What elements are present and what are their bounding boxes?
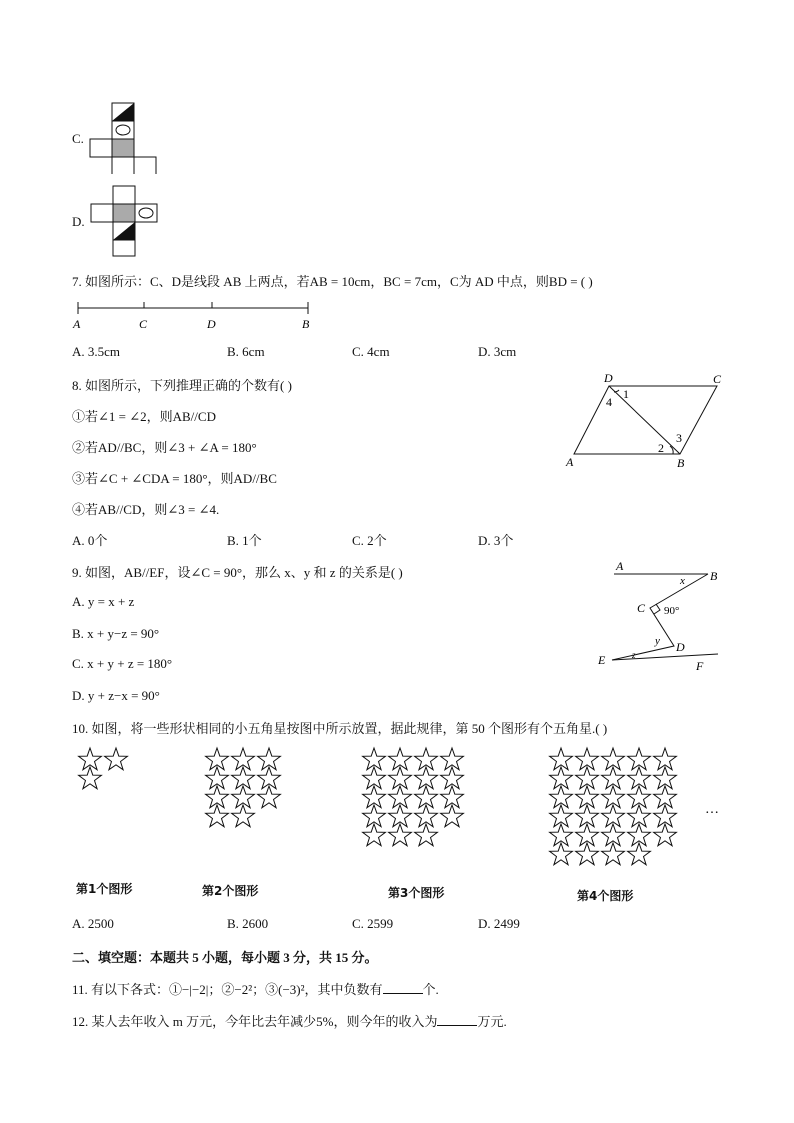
q8-statement-2: ②若AD//BC，则∠3 + ∠A = 180° xyxy=(72,440,257,455)
q11-text-before: 11. 有以下各式：①−|−2|；②−2²；③(−3)²，其中负数有 xyxy=(72,982,383,997)
q9-label-a: A xyxy=(616,559,624,573)
q8-option-a: A. 0个 xyxy=(72,533,108,548)
q12-text-after: 万元. xyxy=(477,1014,507,1029)
q9-label-c: C xyxy=(637,601,646,615)
q11-text-after: 个. xyxy=(422,982,439,997)
q8-parallelogram-figure xyxy=(562,370,732,474)
q7-option-c: C. 4cm xyxy=(352,344,390,359)
q9-label-y: y xyxy=(655,635,660,647)
q7-point-c: C xyxy=(139,317,148,331)
q8-angle-1: 1 xyxy=(623,387,629,401)
star-icon xyxy=(363,824,386,846)
q11-line xyxy=(72,979,439,998)
q12-answer-blank[interactable] xyxy=(437,1013,477,1026)
q6-option-c-label: C. xyxy=(72,131,84,146)
q9-angle-90: 90° xyxy=(664,605,680,617)
q9-option-c: C. x + y + z = 180° xyxy=(72,656,173,671)
q8-statement-4: ④若AB//CD，则∠3 = ∠4. xyxy=(72,502,220,517)
star-icon xyxy=(602,843,625,865)
q7-option-d: D. 3cm xyxy=(478,344,517,359)
q9-stem: 9. 如图，AB//EF，设∠C = 90°，那么 x、y 和 z 的关系是( ) xyxy=(72,565,403,580)
q10-stem: 10. 如图，将一些形状相同的小五角星按图中所示放置，据此规律，第 50 个图形有个五角星.( ) xyxy=(72,721,608,736)
q9-label-e: E xyxy=(598,653,606,667)
star-icons xyxy=(79,748,677,865)
q10-star-pattern-figure xyxy=(0,740,794,870)
star-icon xyxy=(79,767,102,789)
star-icon xyxy=(654,824,677,846)
q12-line xyxy=(72,1011,507,1030)
q10-option-a: A. 2500 xyxy=(72,916,114,931)
q7-point-b: B xyxy=(302,317,310,331)
q8-stem: 8. 如图所示，下列推理正确的个数有( ) xyxy=(72,378,292,393)
q9-label-z: z xyxy=(632,650,636,660)
star-icon xyxy=(105,748,128,770)
star-icon xyxy=(576,843,599,865)
star-icon xyxy=(441,805,464,827)
star-icon xyxy=(206,805,229,827)
q7-point-d: D xyxy=(207,317,216,331)
q8-label-a: A xyxy=(566,455,574,469)
q11-answer-blank[interactable] xyxy=(383,981,423,994)
star-icon xyxy=(258,786,281,808)
q9-label-f: F xyxy=(696,659,704,673)
q7-option-b: B. 6cm xyxy=(227,344,265,359)
q6-option-d-label: D. xyxy=(72,214,85,229)
q8-label-d: D xyxy=(604,371,613,385)
section-2-title: 二、填空题：本题共 5 小题，每小题 3 分，共 15 分。 xyxy=(72,950,378,965)
q6-net-c-figure xyxy=(88,102,158,174)
q9-option-a: A. y = x + z xyxy=(72,594,135,609)
q8-statement-1: ①若∠1 = ∠2，则AB//CD xyxy=(72,409,216,424)
star-icon xyxy=(628,843,651,865)
q8-angle-2: 2 xyxy=(658,441,664,455)
q7-segment-figure xyxy=(70,298,320,334)
star-icon xyxy=(415,824,438,846)
q10-figure-label-3: 第3个图形 xyxy=(388,886,445,900)
q8-angle-3: 3 xyxy=(676,431,682,445)
q10-figure-label-4: 第4个图形 xyxy=(577,889,634,903)
star-icon xyxy=(550,843,573,865)
q10-option-d: D. 2499 xyxy=(478,916,520,931)
q6-net-d-figure xyxy=(88,185,160,257)
q8-option-c: C. 2个 xyxy=(352,533,387,548)
q9-option-b: B. x + y−z = 90° xyxy=(72,626,160,641)
q7-stem: 7. 如图所示：C、D是线段 AB 上两点，若AB = 10cm，BC = 7cm，C为 AD 中点，则BD = ( ) xyxy=(72,274,593,289)
q9-label-d: D xyxy=(676,640,685,654)
q8-option-d: D. 3个 xyxy=(478,533,514,548)
q8-label-c: C xyxy=(713,372,722,386)
q7-point-a: A xyxy=(73,317,81,331)
q9-option-d: D. y + z−x = 90° xyxy=(72,688,160,703)
q10-figure-label-2: 第2个图形 xyxy=(202,884,259,898)
star-icon xyxy=(232,805,255,827)
q12-text-before: 12. 某人去年收入 m 万元，今年比去年减少5%，则今年的收入为 xyxy=(72,1014,438,1029)
q8-statement-3: ③若∠C + ∠CDA = 180°，则AD//BC xyxy=(72,471,277,486)
q10-ellipsis: … xyxy=(705,802,719,817)
q9-zigzag-figure xyxy=(594,558,734,676)
q10-figure-label-1: 第1个图形 xyxy=(76,882,133,896)
q9-label-b: B xyxy=(710,569,718,583)
q9-label-x: x xyxy=(680,575,685,587)
q10-option-c: C. 2599 xyxy=(352,916,394,931)
q8-angle-4: 4 xyxy=(606,395,612,409)
q10-option-b: B. 2600 xyxy=(227,916,269,931)
q8-label-b: B xyxy=(677,456,685,470)
q7-option-a: A. 3.5cm xyxy=(72,344,121,359)
q8-option-b: B. 1个 xyxy=(227,533,262,548)
star-icon xyxy=(389,824,412,846)
